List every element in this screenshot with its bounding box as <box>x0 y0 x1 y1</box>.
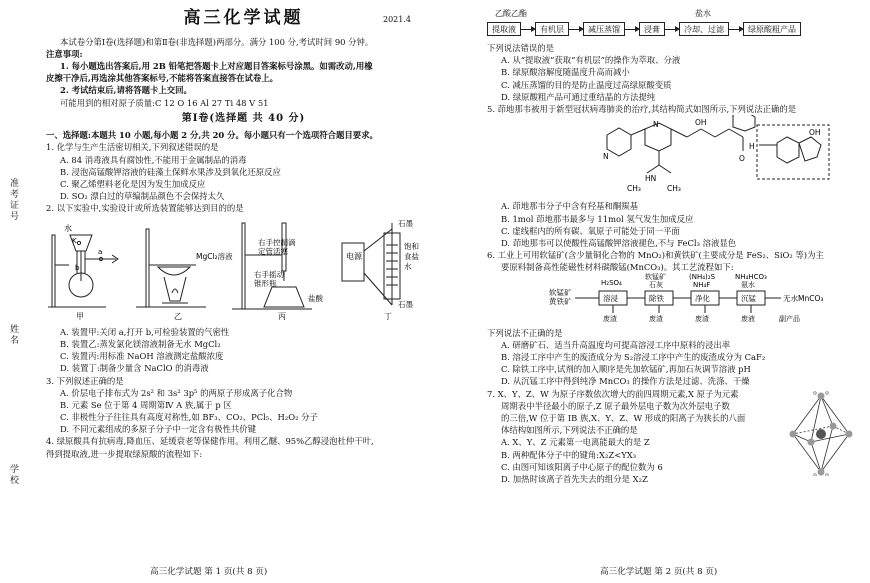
fig-n-label: N <box>603 152 609 162</box>
q7-option-d: D. 加热时该离子首先失去的组分是 X₂Z <box>501 473 648 484</box>
fig-graphite1-label: 石墨 <box>398 218 413 228</box>
q7-line3: 的三倍,W 位于第 IB 族,X、Y、Z、W 形成的阳离子为狭长的八面 <box>501 412 746 423</box>
apparatus-bing <box>232 223 312 309</box>
q1-option-b: B. 浸泡高锰酸钾溶液的硅藻土保鲜水果涉及到氧化还原反应 <box>60 166 281 177</box>
flow-step-deiron: 除铁 <box>649 294 664 304</box>
fig-bing-label: 丙 <box>278 311 286 321</box>
fig-mgcl2-label: MgCl₂溶液 <box>196 251 233 261</box>
q6-option-c: C. 除铁工序中,试剂的加入顺序是先加软锰矿,再加石灰调节溶液 pH <box>501 364 751 375</box>
q4-line1: 4. 绿原酸具有抗病毒,降血压、延缓衰老等保健作用。利用乙醚、95%乙醇浸泡杜仲干叶, <box>46 436 374 447</box>
name-label: 姓名 <box>8 324 19 346</box>
fig-jia-label: 甲 <box>76 311 84 321</box>
fig-shake2-label: 锥形瓶 <box>254 278 277 288</box>
indinavir-structure <box>607 115 829 179</box>
fig-oh2-label: OH <box>809 128 821 138</box>
flow-step-2: 有机层 <box>535 22 569 36</box>
flow-add3b-label: 氨水 <box>741 281 755 290</box>
q1-option-a: A. 84 消毒液具有腐蚀性,不能用于金属制品的消毒 <box>60 154 247 165</box>
q7-block <box>487 388 865 486</box>
flow-step-dissolve: 溶浸 <box>603 294 618 304</box>
q4-option-c: C. 减压蒸馏的目的是防止温度过高绿原酸变质 <box>501 79 672 90</box>
q5-structure-figure <box>487 115 865 197</box>
notice-1b: 皮擦干净后,再选涂其他答案标号,不能将答案直接答在试卷上。 <box>46 73 278 84</box>
fig-ch3a-label: CH₃ <box>627 184 641 194</box>
atomic-masses: 可能用到的相对原子质量:C 12 O 16 Al 27 Ti 48 V 51 <box>60 97 269 108</box>
q7-line4: 体结构如图所示,下列说法不正确的是 <box>501 425 638 436</box>
fig-brine2-label: 食盐 <box>404 251 419 261</box>
flow-acid-label: H₂SO₄ <box>601 279 622 288</box>
fig-yi-label: 乙 <box>174 311 182 321</box>
q7-line2: 周期表中半径最小的原子,Z 原子最外层电子数为次外层电子数 <box>501 400 730 411</box>
flow-ore2-label: 黄铁矿 <box>549 297 572 307</box>
fig-acid-label: 盐酸 <box>308 293 323 303</box>
q3-option-d: D. 不同元素组成的多原子分子中一定含有极性共价键 <box>60 424 256 435</box>
q5-stem: 5. 茚地那韦被用于新型冠状病毒肺炎的治疗,其结构简式如图所示,下列说法正确的是 <box>487 103 797 114</box>
fig-ding-label: 丁 <box>384 311 392 321</box>
flow-waste-1: 废渣 <box>603 315 617 324</box>
q1-option-c: C. 聚乙烯塑料老化是因为发生加成反应 <box>60 179 206 190</box>
flow-ether-label: 乙酸乙酯 <box>495 9 527 18</box>
apparatus-yi <box>136 229 206 307</box>
fig-brine1-label: 饱和 <box>404 241 419 251</box>
flow-step-purify: 净化 <box>695 294 710 304</box>
flow-arrow <box>729 29 743 30</box>
flow-coproduct-label: 副产品 <box>779 315 800 324</box>
q6-option-a: A. 研磨矿石、适当升高温度均可提高溶浸工序中原料的浸出率 <box>501 339 731 350</box>
fig-graphite2-label: 石墨 <box>398 299 413 309</box>
q4-option-a: A. 从“提取液”获取“有机层”的操作为萃取、分液 <box>501 55 681 66</box>
flow-add1a-label: 软锰矿 <box>645 273 666 282</box>
flow-add1b-label: 石灰 <box>649 281 663 290</box>
q7-line1: 7. X、Y、Z、W 为原子序数依次增大的前四周期元素,X 原子为元素 <box>487 388 739 399</box>
page-1 <box>46 6 441 460</box>
q7-option-b: B. 两种配体分子中的键角:X₂Z<YX₃ <box>501 449 637 460</box>
flow-waste-3: 废渣 <box>695 315 709 324</box>
footer-right: 高三化学试题 第 2 页(共 8 页) <box>600 567 718 577</box>
fig-power-label: 电源 <box>346 251 362 261</box>
flow-step-1: 提取液 <box>487 22 521 36</box>
section-1-title: 第Ⅰ卷(选择题 共 40 分) <box>181 112 306 124</box>
octahedron-atoms <box>790 391 853 476</box>
flow-step-4: 浸膏 <box>639 22 665 36</box>
q2-option-b: B. 装置乙:蒸发氯化镁溶液制备无水 MgCl₂ <box>60 338 221 349</box>
q4-flowchart <box>487 9 865 40</box>
footer-left: 高三化学试题 第 1 页(共 8 页) <box>150 567 268 577</box>
flow-arrow <box>625 29 639 30</box>
q1-stem: 1. 化学与生产生活密切相关,下列叙述错误的是 <box>46 142 219 153</box>
fig-hold1-label: 右手控制滴 <box>258 237 296 247</box>
flow-arrow <box>569 29 583 30</box>
q1-option-d: D. SO₂ 漂白过的草编制品颜色不会保持太久 <box>60 191 225 202</box>
notice-1a: 1. 每小题选出答案后,用 2B 铅笔把答题卡上对应题目答案标号涂黑。如需改动,用橡 <box>60 61 373 72</box>
flow-product-label: 无水MnCO₃ <box>783 294 824 304</box>
fig-oh1-label: OH <box>695 118 707 128</box>
q6-option-b: B. 溶浸工序中产生的废渣成分为 S₂溶浸工序中产生的废渣成分为 CaF₂ <box>501 352 766 362</box>
flow-add2b-label: NH₄F <box>693 281 711 290</box>
page-2 <box>487 0 865 485</box>
fig-n2-label: N <box>653 120 659 130</box>
flow-ore1-label: 软锰矿 <box>549 288 572 298</box>
q6-option-d: D. 从沉锰工序中得到纯净 MnCO₃ 的操作方法是过滤、洗涤、干燥 <box>501 376 750 387</box>
q2-apparatus-figure <box>46 215 441 323</box>
fig-k-label: K <box>72 236 77 245</box>
q7-option-a: A. X、Y、Z 元素第一电离能最大的是 Z <box>501 437 650 448</box>
page-title: 高三化学试题 2021.4 <box>183 8 411 28</box>
q3-option-c: C. 非极性分子往往具有高度对称性,如 BF₃、CO₂、PCl₅、H₂O₂ 分子 <box>60 412 318 423</box>
q6-line1: 6. 工业上可用软锰矿(含少量铜化合物的 MnO₂)和黄铁矿(主要成分是 FeS₂、SiO₂ 等)为主 <box>487 250 824 261</box>
q2-stem: 2. 以下实验中,实验设计或所选装置能够达到目的的是 <box>46 203 244 214</box>
flow-waste-4: 废液 <box>741 315 755 324</box>
q3-stem: 3. 下列叙述正确的是 <box>46 375 124 386</box>
q6-line2: 要原料制备高性能磁性材料碳酸锰(MnCO₃)。其工艺流程如下: <box>501 262 734 273</box>
apparatus-jia <box>48 235 118 307</box>
fig-water-label: 水 <box>64 223 72 233</box>
q4-line2: 得到提取液,进一步提取绿原酸的流程如下: <box>46 448 203 459</box>
q6-options-stem: 下列说法不正确的是 <box>487 327 563 338</box>
intro-line: 本试卷分第Ⅰ卷(选择题)和第Ⅱ卷(非选择题)两部分。满分 100 分,考试时间 90 分钟。 <box>60 36 374 47</box>
q3-option-b: B. 元素 Se 位于第 4 周期第Ⅳ A 族,属于 p 区 <box>60 399 232 410</box>
fig-shake1-label: 右手摇动 <box>254 269 284 279</box>
q5-option-a: A. 茚地那韦分子中含有羟基和酮羰基 <box>501 201 638 212</box>
flow-arrow <box>665 29 679 30</box>
fig-brine3-label: 水 <box>404 261 412 271</box>
q5-option-d: D. 茚地那韦可以使酸性高锰酸钾溶液褪色,不与 FeCl₃ 溶液显色 <box>501 237 737 248</box>
notice-title: 注意事项: <box>46 48 83 59</box>
section-1-desc: 一、选择题:本题共 10 小题,每小题 2 分,共 20 分。每小题只有一个选项符合题目要求。 <box>46 130 378 141</box>
flow-step-5: 冷却、过滤 <box>679 22 729 36</box>
q3-option-a: A. 价层电子排布式为 2s² 和 3s² 3p⁵ 的两原子形成离子化合物 <box>60 387 293 398</box>
q2-option-a: A. 装置甲:关闭 a,打开 b,可检验装置的气密性 <box>60 326 230 337</box>
fig-hn-label: HN <box>645 174 657 184</box>
flow-add3-label: NH₄HCO₃ <box>735 273 767 282</box>
fig-hold2-label: 定管活塞 <box>258 246 288 256</box>
fig-a-label: a <box>98 247 103 256</box>
q5-option-c: C. 虚线框内的所有碳、氧原子可能处于同一平面 <box>501 225 680 236</box>
apparatus-ding <box>342 223 400 305</box>
fig-b-label: b <box>75 263 80 272</box>
q4-option-b: B. 绿原酸溶解度随温度升高而减小 <box>501 67 630 78</box>
q2-option-d: D. 装置丁:制备少量含 NaClO 的消毒液 <box>60 363 209 374</box>
flow-add2a-label: (NH₄)₂S <box>689 273 716 282</box>
flow-waste-2: 废渣 <box>649 315 663 324</box>
flow-step-6: 绿原酸粗产品 <box>743 22 801 36</box>
fig-o-label: O <box>739 154 745 164</box>
flow-arrow <box>521 29 535 30</box>
exam-number-label: 准考证号 <box>8 178 19 222</box>
school-label: 学校 <box>8 464 19 486</box>
q7-option-c: C. 由图可知该阳离子中心原子的配位数为 6 <box>501 461 663 472</box>
fig-h-label: H <box>749 142 755 152</box>
fig-ch3b-label: CH₃ <box>667 184 681 194</box>
q4-option-d: D. 绿原酸粗产品可通过重结晶的方法提纯 <box>501 91 656 102</box>
notice-2: 2. 考试结束后,请将答题卡上交回。 <box>60 85 192 96</box>
q5-option-b: B. 1mol 茚地那韦最多与 11mol 氢气发生加成反应 <box>501 213 694 224</box>
q4-options-stem: 下列说法错误的是 <box>487 43 554 53</box>
exam-date: 2021.4 <box>383 15 411 24</box>
flow-brine-label: 盐水 <box>695 9 711 18</box>
q7-octahedron-figure <box>781 390 861 476</box>
flow-step-precipitate: 沉锰 <box>741 294 756 304</box>
flow-step-3: 减压蒸馏 <box>583 22 625 36</box>
q2-option-c: C. 装置丙:用标准 NaOH 溶液测定盐酸浓度 <box>60 351 224 362</box>
q6-process-flow <box>487 273 865 323</box>
